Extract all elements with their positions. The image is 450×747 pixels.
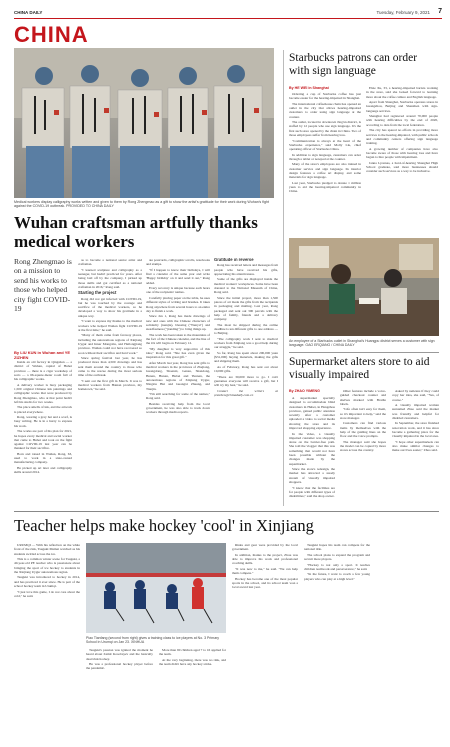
- paragraph: Some of the gifts are displayed inside the medical workers' workplaces. Some have been donated to the National Museum of China, Rong said.: [214, 277, 278, 295]
- ice-hockey-photo: [86, 543, 226, 633]
- barista-photo: [289, 238, 439, 336]
- paragraph: He was a professional hockey player before the pandemic.: [86, 662, 153, 671]
- top-rule: [14, 18, 442, 19]
- photo-caption: Medical workers display calligraphy works written and given to them by Rong Zhengmao as a gift to show the artist's gratitude for their work during Wuhan's fight against the COVID-19 outbreak. PROVIDED TO CHINA DAILY: [14, 200, 269, 209]
- date-line: [376, 10, 430, 15]
- paragraph: "I want to express my thanks to the medical workers who helped Wuhan fight COVID-19 at the first time," he said.: [78, 319, 142, 332]
- paper-name: CHINA DAILY: [14, 10, 43, 15]
- paragraph: In addition to sign language, customers can order through a tablet or notepad at the counter.: [289, 152, 361, 161]
- paragraph: This is a common winter scene for Tsuguki, a 40-year-old PE teacher who is passionate about bringing the sport of ice hockey to students in the Xinjiang Uygur autonomous region.: [14, 557, 80, 574]
- supermarket-headline: Supermarket alters store to aid visually impaired: [289, 356, 430, 381]
- paragraph: After March last year, Rong has sent gifts to medical workers in the provinces of Zhejiang, Guangdong, Shaanxi, Gansu, Shandong, Henan, Hunan, Hubei and Yunnan, the autonomous regions of Xinjiang Uygur, Ningxia Hui and Guangxi Zhuang, and Tianjin.: [146, 360, 210, 391]
- supermarket-byline: By ZHAO YIMENG: [289, 389, 320, 393]
- supermarket-col-3: [392, 389, 439, 508]
- paragraph: "My daughter is very supportive of this idea," Rong said. "She has even given me inspiration for this great gift.": [146, 346, 210, 360]
- paragraph: The work has been taken to the mountains of the fact of the Chinese calendar, and the line of the Ox will begin on February 12.: [146, 332, 210, 346]
- calligraphy-photo: [14, 48, 274, 198]
- paragraph: Rinks and gear were provided by the local government.: [232, 543, 298, 552]
- hockey-col-5: [376, 543, 439, 739]
- paragraph: Apart from Shanghai, Starbucks operates stores in Guangzhou, Beijing and Shenzhen with sign-language services.: [366, 100, 438, 113]
- paragraph: The place smells of ink, and the artwork is placed everywhere.: [14, 405, 72, 414]
- paragraph: The outlet, located in downtown Jing'an district, is staffed by 12 people who use sign language. It's the first such store opened by the chain in China. Two of those employees suffer from hearing loss.: [289, 120, 361, 138]
- supermarket-col-2: [340, 389, 386, 508]
- article-col-2: [78, 258, 142, 506]
- masthead: [14, 8, 442, 48]
- paragraph: "The calligraphy work I sent to medical workers from Xinjiang was a good help during our struggle," he said.: [214, 336, 278, 350]
- paragraph: Shanghai had registered around 70,000 people with hearing difficulties by the end of 2020, according to data from the local federation.: [366, 114, 438, 127]
- paragraph: The international coffeehouse chain has opened an outlet in the city that allows hearing-impaired customers to order using sign language at the counter.: [289, 101, 361, 119]
- article-col-4: [214, 258, 278, 506]
- paragraph: Asked by netizens if they could copy her idea, she said, "Yes, of course.": [392, 389, 439, 402]
- paragraph: At the very beginning, there was no rink, and the team didn't have any hockey sticks.: [159, 657, 226, 667]
- hockey-col-1: [14, 543, 80, 739]
- paragraph: URUMQI — With his reflection on the white front of the rink, Tsuguki Mamat watched as his students swirled across the ice.: [14, 543, 80, 556]
- paragraph: "Communication is always at the heart of the Starbucks experience," said Molly Liu, chief operating officer of Starbucks China.: [289, 138, 361, 152]
- paragraph: Since the initial project, more than 1,500 pieces of art made the gifts from the recipients in packaging and mailing. Last year, Rong packaged and sent out 300 parcels with the help of family, friends and a delivery company.: [214, 295, 278, 322]
- paragraph: The most he shipped during the online deadline is ten different gifts to one address — to Beijing.: [214, 322, 278, 336]
- hockey-col-4: [304, 543, 370, 739]
- starbucks-col-2: [366, 86, 438, 234]
- paragraph: A delivery worker is busy packaging 1,500 original Chinese ink paintings and calligraphic works that were produced by Rong Zhengmao, who at that point hadn't left his studio for two weeks.: [14, 382, 72, 404]
- medical-workers-photo: [14, 48, 274, 198]
- paragraph: A growing number of companies have also become aware of those with hearing loss and have begun to hire people with impairment.: [366, 146, 438, 160]
- paragraph: More than 90 children aged 7 to 16 applied for the team.: [159, 648, 226, 657]
- paragraph: A supermarket specially designed to accommodate blind customers in Hubei, in Hangzhou province, gained public attention recently after a customer uploaded a video to social media showing the store and its improved shopping experience.: [289, 396, 335, 431]
- paragraph: "Hockey is not only a sport. It teaches children teamwork and perseverance," he said.: [304, 562, 370, 571]
- paragraph: Every recovery is unique because each bears one of the recipients' names.: [146, 286, 210, 295]
- article-deck: Rong Zhengmao is on a mission to send his works to those who helped city fight COVID-19: [14, 257, 72, 314]
- starbucks-caption: An employee of a Starbucks outlet in Shanghai's Huangpu district serves a customer with sign language. GAO ERQIANG / CHINA DAILY: [289, 339, 435, 348]
- hockey-col-2: [86, 648, 226, 738]
- starbucks-photo: [289, 238, 439, 336]
- paragraph: The city has spared no efforts in providing more services to the hearing-impaired, with public schools and community centers offering sign language training.: [366, 128, 438, 146]
- paragraph: The manager said she hopes the model can be copied by more stores across the country.: [340, 439, 386, 453]
- paragraph: Since the store's redesign, the market has attracted a steady stream of visually impaired shoppers.: [289, 467, 335, 485]
- paragraph: "I sent out the first gift in March. It was to medical workers from Hainan province, my hometown," he said.: [78, 378, 142, 392]
- paragraph: Tsuguki was introduced to hockey in 2014, and has practiced it ever since. He is part of the school hockey team in Urumqi.: [14, 575, 80, 589]
- paragraph: "I hope other supermarkets can also make similar changes to make our lives easier," Zhao said.: [392, 439, 439, 453]
- section-rule-right: [289, 352, 439, 353]
- paragraph: Rong has received letters and messages from people who have received his gifts, appreciating his attentiveness.: [214, 263, 278, 276]
- hockey-headline: Teacher helps make hockey 'cool' in Xinjiang: [14, 516, 314, 535]
- article-headline: Wuhan craftsman artfully thanks medical workers: [14, 213, 258, 251]
- hockey-col-3: [232, 543, 298, 739]
- paragraph: Other features include a voice-guided checkout counter and shelves marked with Braille labels.: [340, 389, 386, 406]
- paragraph: "I learned sculpture and calligraphy as a teenager, but hadn't practiced for years. After being laid off by the company, I picked up those skills and got certified as a national craftsman in 2016," Rong said.: [78, 267, 142, 289]
- paragraph: "Life often isn't easy for them, so it's important to help," said the store manager.: [340, 407, 386, 420]
- paragraph: "I'm still searching for some of the names," Rong said.: [146, 392, 210, 401]
- column-divider: [283, 50, 284, 506]
- subhead: Starting the project: [78, 290, 117, 296]
- paragraph: Besides receiving help from the local government, he was also able to track down workers through media reports.: [146, 401, 210, 415]
- paragraph: Rong, wearing a gray hat and a scarf, is busy writing. He is in a hurry to express his work.: [14, 415, 72, 428]
- paragraph: "There are 30,000 more to go. I can't guarantee everyone will receive a gift, but I will try my best," he said.: [214, 374, 278, 388]
- paragraph: "In the future, I want to coach a few young players who can play at a high level.": [304, 572, 370, 581]
- paragraph: ate postcards, calligraphic scrolls, notebooks and stamps.: [146, 258, 210, 267]
- paragraph: The school plans to expand the program and recruit more players.: [304, 552, 370, 562]
- paragraph: "If I happen to know their birthdays, I will find a calendar of the same year and write 'Happy birthday' on it and send it out," Rong added.: [146, 267, 210, 285]
- paragraph: Rong did not get infected with COVID-19, but he was touched by the courage and sacrifice of the medical workers, so he developed a way to show his gratitude in a unique way.: [78, 296, 142, 318]
- starbucks-byline: By HE WEI in Shanghai: [289, 86, 329, 90]
- paragraph: Janna Lyonnas, a hard-of-hearing Shanghai High School graduate, said more businesses should consider such services as a way to be inclusive.: [366, 160, 438, 174]
- section-title: CHINA: [14, 22, 89, 47]
- supermarket-col-1: [289, 396, 335, 508]
- paragraph: Customers can find various items by themselves with the help of the guiding lines on the floor and the voice prompts.: [340, 421, 386, 439]
- paragraph: Tsuguki's passion was ignited the moment he heard about Zamir Kosobayev and the basically dead rink hockey.: [86, 648, 153, 661]
- starbucks-headline: Starbucks patrons can order with sign language: [289, 52, 418, 77]
- paragraph: Hockey has become one of the most popular sports in the school, and its school team won a local award last year.: [232, 576, 298, 590]
- subhead: Gratitude in reverse: [214, 258, 254, 262]
- page-number: 7: [438, 8, 442, 15]
- paragraph: Elsie Xu, 33, a hearing-impaired barista working in the store, said she looked forward to learning more about the coffee culture and English language.: [366, 86, 438, 99]
- paragraph: Last year, Starbucks pledged to donate 1 million yuan to aid the hearing-impaired community in China.: [289, 180, 361, 194]
- hockey-photo: [86, 543, 226, 633]
- horizontal-divider: [14, 511, 439, 512]
- byline: By LIU KUN in Wuhan and YE ZIZHEN: [14, 350, 71, 360]
- hockey-caption: Piao Tianfang (second from right) gives a training class to ice players at No. 3 Primary School in Urumqi on Jan 23. XINHUA: [86, 636, 220, 645]
- paper-logo: [14, 10, 42, 15]
- paragraph: Many of the store's employees are also trained in customer service and sign language. Its interior design features a coffee art display, and some materials for sign language.: [289, 162, 361, 180]
- paragraph: Ordering a cup of Starbucks coffee has just become easier for the hearing-impaired in Shanghai.: [289, 92, 361, 101]
- paragraph: Born and raised in Wuhan, Rong, 63, used to work in a state-owned manufacturing company.: [14, 451, 72, 465]
- article-col-3: [146, 258, 210, 506]
- paragraph: In September, the store finished renovation work, and it has since become a gathering place for the visually impaired in the local area.: [392, 421, 439, 439]
- paragraph: Since spring festival last year, he has produced more than 4,500 drawings and has sent them around the country to those who came to the rescue during the most serious time of the outbreak.: [78, 355, 142, 378]
- paragraph: Tsuguki hopes his team can compete for the national title.: [304, 543, 370, 552]
- paragraph: He picked up art later and calligraphy skills around 2014.: [14, 465, 72, 475]
- paragraph: In addition, thanks to the project, Zhou was able to improve his work and professional coaching skills.: [232, 552, 298, 566]
- paragraph: Inside an old factory in Qingshan — a district of Wuhan, capital of Hubei province — there is a cigar workshop of sorts — a 66-square-meter room full of his calligraphic works.: [14, 360, 72, 382]
- paragraph: A visually impaired woman surnamed Zhao said the market was friendly and helpful for disabled customers.: [392, 403, 439, 420]
- paragraph: "It was new to me," he said. "We can help them compete.": [232, 566, 298, 576]
- paragraph: "I know that the facilities are for people with different types of disabilities," said the shop owner.: [289, 485, 335, 499]
- paragraph: So far, Rong has spent about 200,000 yuan ($31,000) buying materials, making the gifts and shipping them.: [214, 350, 278, 364]
- article-col-1: [14, 360, 72, 476]
- paragraph: As of February, Rong has sent out about 10,000 gifts.: [214, 364, 278, 374]
- paragraph: The works are part of his plan for 2021, he hopes every medical and social worker that came to Hubei and took on the fight against COVID-19 last year can be thanked for their sacrifice.: [14, 429, 72, 451]
- paragraph: Since Jan 1, Rong has made drawings of new and ones with the Chinese characters of solidarity (tuanjie), blessing ("Wenyu") and steadfastness ("jianding") to bring things up.: [146, 314, 210, 332]
- paragraph: "I just love this game, I do not care about the cold," he said.: [14, 589, 80, 598]
- date: Tuesday, February 9, 2021: [376, 10, 430, 15]
- paragraph: "Many of them came from faraway places, including the autonomous regions of Xinjiang Uygur and Inner Mongolia, and Heilongjiang province. Wuhan could not have recovered so soon without their sacrifice and hard work.": [78, 333, 142, 355]
- paragraph: Carefully placing paper on the table, he uses different styles of writing and brushes. It takes Rong anywhere from several hours to an entire day to finish a work.: [146, 295, 210, 313]
- starbucks-col-1: [289, 92, 361, 234]
- paragraph: as to become a national senior artist and craftsman.: [78, 258, 142, 267]
- contact-line: Contact the writers at yezizhen@chinadaily.com.cn: [214, 388, 278, 398]
- paragraph: In the video, a visually impaired customer was shopping alone on the barrier-free path. She told the vlogger that this was something that would not have been possible without the changes made by the supermarket.: [289, 431, 335, 466]
